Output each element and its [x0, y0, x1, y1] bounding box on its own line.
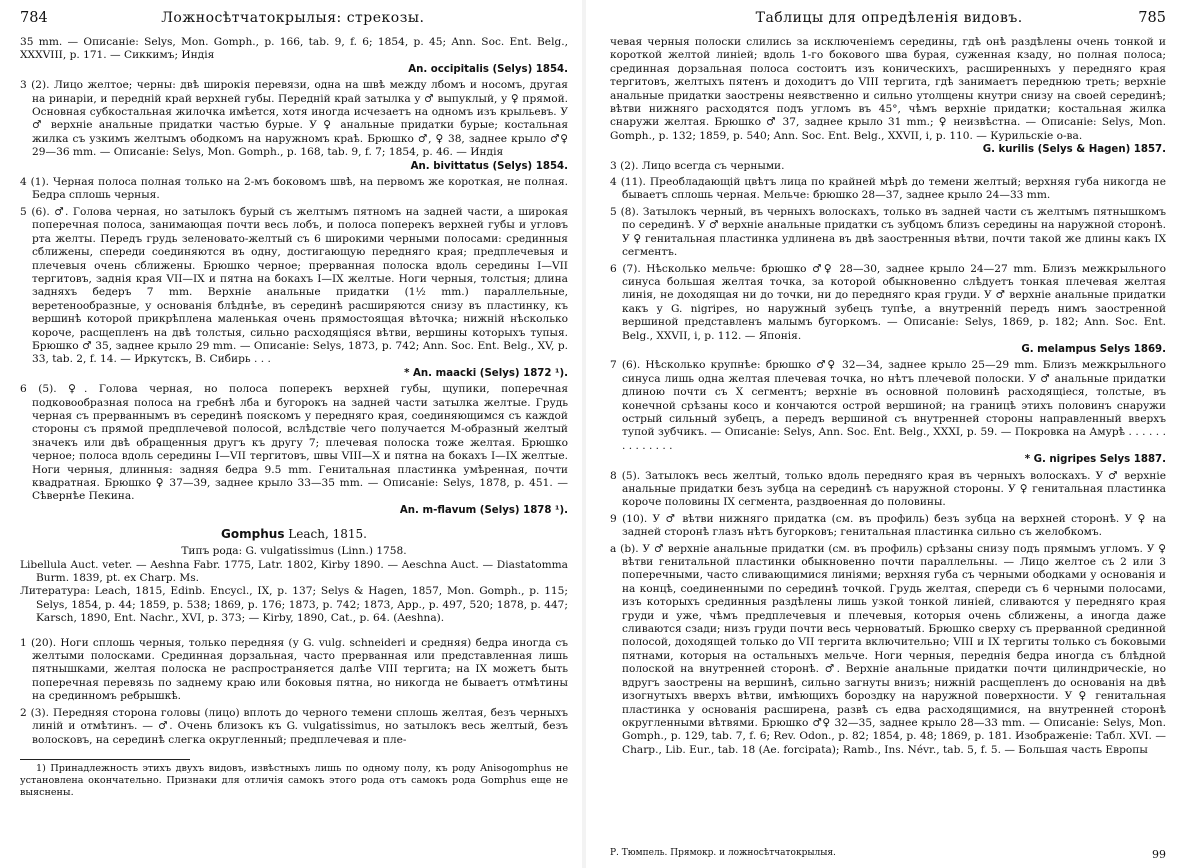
left-body: [20, 36, 568, 517]
left-page-number: 784: [20, 10, 48, 26]
species-name: * G. nigripes Selys 1887.: [1024, 454, 1166, 466]
genus-name: Gomphus: [221, 527, 285, 542]
key-couplet: [610, 263, 1166, 357]
couplet-text: 1 (20). Ноги сплошь черныя, только передняя (у G. vulg. schneideri и средняя) бедра иногда съ желтыми полосками. Срединная дорзальная, часто прерванная или представленная лишь пятнышками, желтая полоска не распространяется далѣе VIII тергита; на IX можетъ быть поперечная перевязь по заднему краю или боковыя пятна, но никогда не бываетъ отмѣтины на срединномъ ребрышкѣ.: [20, 636, 568, 703]
couplet-text: 2 (3). Передняя сторона головы (лицо) вплоть до черного темени сплошь желтая, безъ черныхъ линій и отмѣтинъ. — ♂. Очень близокъ къ G. vulgatissimus, но затылокъ весь желтый, безъ волосковъ, на серединѣ слегка округленный; предплечевая и пле-: [20, 706, 568, 746]
species-name: G. kurilis (Selys & Hagen) 1857.: [982, 144, 1166, 156]
couplet-text: 4 (1). Черная полоса полная только на 2-мъ боковомъ швѣ, на первомъ же короткая, не полная. Бедра сплошь черныя.: [20, 176, 568, 202]
species-name: An. occipitalis (Selys) 1854.: [408, 63, 568, 75]
key-couplet: [610, 359, 1166, 466]
key-couplet: [610, 36, 1166, 157]
type-line: Типъ рода: G. vulgatissimus (Linn.) 1758.: [181, 545, 407, 558]
key-couplet: [20, 176, 568, 203]
key-couplet: [20, 383, 568, 517]
key-couplet: [610, 470, 1166, 510]
key-couplet: [610, 513, 1166, 540]
right-running-head: [610, 10, 1166, 26]
couplet-text: a (b). У ♂ верхніе анальные придатки (см. въ профиль) срѣзаны снизу подъ прямымъ угломъ. У ♀ вѣтви генитальной пластинки обыкновенно почти параллельны. — Лицо желтое съ 2 или 3 поперечными, часто сливающимися линіями; верхняя губа съ черными ободками у основанія и на концѣ, соединенными по серединѣ точкой. Грудь желтая, спереди съ 6 черными полосами, изъ которыхъ срединныя раздѣлены лишь узкой тонкой линіей, сливаются у передняго края груди и уже, чѣмъ предплечевыя и плечевыя, которыя очень сближены, а иногда даже сливаются сзади; низъ груди почти весь черноватый. Брюшко сверху съ прерванной срединной полосой, доходящей только до VII тергита включительно; VIII и IX тергиты только съ боковыми пятнами, которыя на остальныхъ мельче. Ноги черныя, переднія бедра иногда съ блѣдной полоской на внутренней сторонѣ. ♂. Верхніе анальные придатки почти цилиндрическіе, но вдругъ заострены на вершинѣ, сильно загнуты внизъ; нижній расщепленъ до основанія на двѣ изогнутыхъ вверхъ вѣтви, имѣющихъ бороздку на наружной поверхности. У ♀ генитальная пластинка у основанія расширена, развѣ съ едва расходящимися, на внутренней сторонѣ округленными вѣтвями. Брюшко ♂♀ 32—35, заднее крыло 28—33 mm. — Описаніе: Selys, Mon. Gomph., p. 129, tab. 7, f. 6; Rev. Odon., p. 82; 1854, p. 48; 1869, p. 181. Изображеніе: Табл. XVI. — Charp., Lib. Eur., tab. 18 (Ae. forcipata); Ramb., Ins. Névr., tab. 5, f. 5. — Большая часть Европы: [610, 542, 1166, 756]
right-running-title: Таблицы для опредѣленія видовъ.: [755, 10, 1023, 26]
literature: Литература: Leach, 1815, Edinb. Encycl., IX, p. 137; Selys & Hagen, 1857, Mon. Gomph., p. 115; Selys, 1854, p. 44; 1859, p. 538; 1869, p. 176; 1873, p. 742; 1873, App., p. 497, 520; 1878, p. 447; Karsch, 1890, Ent. Nachr., XVI, p. 373; — Kirby, 1890, Cat., p. 64. (Aeshna).: [20, 585, 568, 625]
species-name: An. m-flavum (Selys) 1878 ¹).: [399, 504, 568, 516]
left-body-2: [20, 637, 568, 747]
left-running-title: Ложносѣтчатокрылыя: стрекозы.: [161, 10, 425, 26]
species-name: An. bivittatus (Selys) 1854.: [410, 160, 568, 172]
key-couplet: [20, 206, 568, 380]
page-footer: [610, 848, 1166, 861]
couplet-text: 5 (8). Затылокъ черный, въ черныхъ волоскахъ, только въ задней части съ желтымъ пятнышкомъ по серединѣ. У ♂ верхніе анальные придатки съ зубцомъ близъ середины на наружной сторонѣ. У ♀ генитальная пластинка удлинена въ двѣ заостренныя вѣтви, почти такой же длины какъ IX сегментъ.: [610, 205, 1166, 259]
genus-author: Leach, 1815.: [288, 527, 367, 542]
key-couplet: [610, 206, 1166, 260]
left-page: [0, 0, 578, 868]
footnote-rule: [20, 759, 190, 760]
left-running-head: [20, 10, 568, 26]
couplet-text: 7 (6). Нѣсколько крупнѣе: брюшко ♂♀ 32—34, заднее крыло 25—29 mm. Близъ межкрыльного синуса лишь одна желтая плечевая точка, но нѣтъ плечевой полоски. У ♂ анальные придатки длиною почти съ X сегментъ; верхніе въ основной половинѣ расходящіеся, толстые, въ конечной срѣзаны косо и кончаются острой вершиной; на границѣ этихъ половинъ снаружи острый сильный зубецъ, а передъ вершиной съ внутренней стороны направленный вверхъ тупой зубчикъ. — Описаніе: Selys, Ann. Soc. Ent. Belg., XXXI, p. 59. — Покровка на Амурѣ . . . . . . . . . . . . . .: [610, 359, 1166, 452]
species-name: G. melampus Selys 1869.: [1021, 343, 1166, 355]
couplet-text: 9 (10). У ♂ вѣтви нижняго придатка (см. въ профиль) безъ зубца на верхней сторонѣ. У ♀ на задней сторонѣ глазъ нѣтъ бугорковъ; генитальная пластинка сильно съ желобкомъ.: [610, 512, 1166, 539]
key-couplet: [610, 160, 1166, 173]
couplet-text: 35 mm. — Описаніе: Selys, Mon. Gomph., p. 166, tab. 9, f. 6; 1854, p. 45; Ann. Soc. Ent. Belg., XXXVIII, p. 171. — Сиккимъ; Индія: [20, 36, 568, 62]
right-page-number: 785: [1138, 10, 1166, 26]
key-couplet: [20, 637, 568, 704]
gutter: [582, 0, 586, 868]
key-couplet: [20, 707, 568, 747]
synonymy: Libellula Auct. veter. — Aeshna Fabr. 1775, Latr. 1802, Kirby 1890. — Aeschna Auct. — Diastatomma Burm. 1839, pt. ex Charp. Ms.: [20, 558, 568, 585]
species-name: * An. maacki (Selys) 1872 ¹).: [404, 367, 568, 379]
couplet-text: 4 (11). Преобладающій цвѣтъ лица по крайней мѣрѣ до темени желтый; верхняя губа никогда не бываетъ сплошь черная. Мельче: брюшко 28—37, заднее крыло 24—33 mm.: [610, 176, 1166, 202]
couplet-text: 6 (7). Нѣсколько мельче: брюшко ♂♀ 28—30, заднее крыло 24—27 mm. Близъ межкрыльного синуса большая желтая точка, за которой обыкновенно слѣдуетъ тонкая плечевая желтая линія, не доходящая ни до точки, ни до передняго края груди. У ♂ верхніе анальные придатки какъ у G. nigripes, но наружный зубецъ тупѣе, а внутренній передъ нимъ заостренной вершиной представленъ малымъ бугоркомъ. — Описаніе: Selys, 1869, p. 182; Ann. Soc. Ent. Belg., XXVII, i, p. 112. — Японія.: [610, 262, 1166, 342]
couplet-text: чевая черныя полоски слились за исключеніемъ середины, гдѣ онѣ раздѣлены очень тонкой и короткой желтой линіей; вдоль 1-го бокового шва бурая, суженная кзаду, но полная полоса; срединная дорзальная полоса состоитъ изъ коническихъ, расширенныхъ у передняго края тергитовъ, желтыхъ пятенъ и доходитъ до VIII тергита, гдѣ занимаетъ переднюю треть; верхніе анальные придатки заострены неявственно и сильно утолщены кнутри снизу на своей серединѣ; вѣтви нижняго расходятся подъ угломъ въ 45°, чѣмъ верхніе придатки; костальная жилка снаружи желтая. Брюшко ♂ 37, заднее крыло 31 mm.; ♀ неизвѣстна. — Описаніе: Selys, Mon. Gomph., p. 132; 1859, p. 540; Ann. Soc. Ent. Belg., XXVII, i, p. 110. — Курильскіе о-ва.: [610, 36, 1166, 142]
couplet-text: 5 (6). ♂. Голова черная, но затылокъ бурый съ желтымъ пятномъ на задней части, а широкая поперечная полоса, занимающая почти весь лобъ, и полоса поперекъ верхней губы и угловъ рта желты. Передъ грудь зеленовато-желтый съ 6 широкими черными полосами: срединныя сближены, спереди соединяются въ одну, достигающую передняго края; предплечевыя и плечевыя очень сближены. Брюшко черное; прерванная полоска вдоль середины I—VII тергитовъ, заднія края VII—IX и пятна на бокахъ I—IX желтые. Ноги черныя, толстыя; длина задняхъ бедеръ 7 mm. Верхніе анальные придатки (1½ mm.) параллельные, веретенообразные, у основанія блѣднѣе, въ серединѣ расширяются снизу въ пластинку, къ вершинѣ которой прикрѣплена маленькая очень прямостоящая вѣточка; нижній нѣсколько короче, расщепленъ на двѣ толстыя, сильно расходящіяся вѣтви, вершины которыхъ тупыя. Брюшко ♂ 35, заднее крыло 29 mm. — Описаніе: Selys, 1873, p. 742; Ann. Soc. Ent. Belg., XV, p. 33, tab. 2, f. 14. — Иркутскъ, В. Сибирь . . .: [20, 205, 568, 366]
footer-signature: Р. Тюмпель. Прямокр. и ложносѣтчатокрылыя.: [610, 848, 836, 858]
right-body: [610, 36, 1166, 757]
couplet-text: 6 (5). ♀. Голова черная, но полоса поперекъ верхней губы, щупики, поперечная подковообразная полоса на гребнѣ лба и бугорокъ на задней части затылка желтые. Грудь черная съ прерваннымъ въ серединѣ пояскомъ у передняго края, соединяющимся съ каждой стороны съ прямой предплечевой полосой, вслѣдствіе чего получается M-образный желтый значекъ или двѣ обращенныя другъ къ другу 7; плечевая полоска тоже желтая. Брюшко черное; полоса вдоль середины I—VII тергитовъ, швы VIII—X и пятна на бокахъ I—IX желтые. Ноги черныя, длинныя: задняя бедра 9.5 mm. Генитальная пластинка умѣренная, почти квадратная. Брюшко ♀ 37—39, заднее крыло 33—35 mm. — Описаніе: Selys, 1878, p. 451. — Сѣвернѣе Пекина.: [20, 383, 568, 503]
couplet-text: 8 (5). Затылокъ весь желтый, только вдоль передняго края въ черныхъ волоскахъ. У ♂ верхніе анальные придатки безъ зубца на серединѣ съ наружной стороны. У ♀ генитальная пластинка короче половины IX сегмента, раздвоенная до половины.: [610, 469, 1166, 509]
genus-heading: [20, 527, 568, 541]
footer-number: 99: [1152, 848, 1166, 861]
couplet-text: 3 (2). Лицо желтое; черны: двѣ широкія перевязи, одна на швѣ между лбомъ и носомъ, другая на ринаріи, и передній край верхней губы. Передній край затылка у ♂ выпуклый, у ♀ прямой. Основная субкостальная жилочка имѣется, хотя иногда исчезаетъ на одномъ изъ крыльевъ. У ♂ верхніе анальные придатки частью бурые. У ♀ анальные придатки бурые; костальная жилка съ узкимъ желтымъ ободкомъ на наружномъ краѣ. Брюшко ♂, ♀ 38, заднее крыло ♂♀ 29—36 mm. — Описаніе: Selys, Mon. Gomph., p. 168, tab. 9, f. 7; 1854, p. 46. — Индія: [20, 79, 568, 159]
key-couplet: [610, 543, 1166, 758]
right-page: [590, 0, 1178, 868]
footnote: 1) Принадлежность этихъ двухъ видовъ, извѣстныхъ лишь по одному полу, къ роду Anisogomphus не установлена окончательно. Признаки для отличія самокъ этого рода отъ самокъ рода Gomphus еще не выяснены.: [20, 762, 568, 798]
key-couplet: [20, 36, 568, 76]
couplet-text: 3 (2). Лицо всегда съ черными.: [610, 159, 785, 172]
key-couplet: [20, 79, 568, 173]
key-couplet: [610, 176, 1166, 203]
